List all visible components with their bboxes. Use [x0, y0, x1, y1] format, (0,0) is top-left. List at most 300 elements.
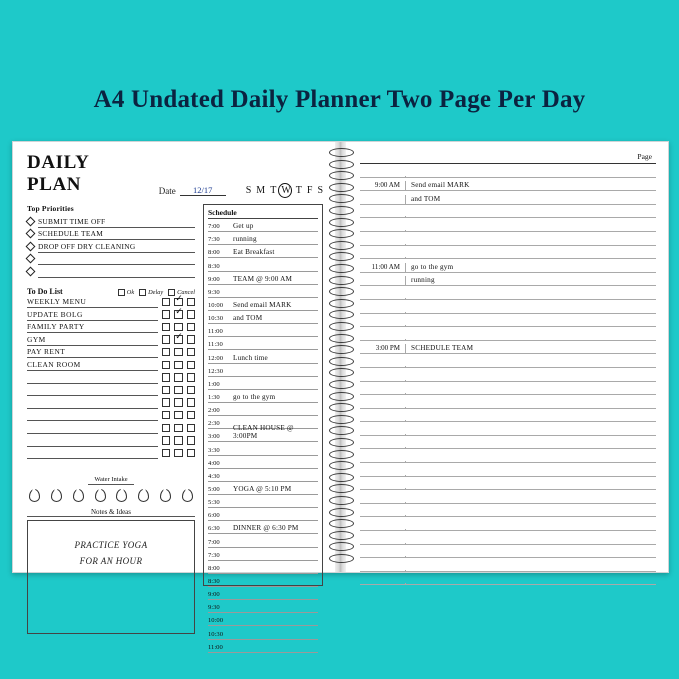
- note-text[interactable]: [405, 475, 656, 476]
- schedule-note[interactable]: [233, 651, 318, 652]
- note-text[interactable]: [405, 461, 656, 462]
- notes-label: Notes & Ideas: [27, 508, 195, 517]
- schedule-time: 5:30: [208, 499, 220, 507]
- todo-ok-checkbox[interactable]: [162, 323, 171, 332]
- schedule-row[interactable]: [208, 613, 318, 626]
- todo-cancel-checkbox[interactable]: [187, 373, 196, 382]
- todo-ok-checkbox[interactable]: [162, 298, 171, 307]
- schedule-row[interactable]: [208, 219, 318, 232]
- note-text[interactable]: [405, 488, 656, 489]
- schedule-time: 10:00: [208, 617, 224, 625]
- note-row[interactable]: [360, 382, 656, 396]
- schedule-note[interactable]: YOGA @ 5:10 PM: [233, 484, 292, 493]
- schedule-note[interactable]: [233, 611, 318, 612]
- note-row[interactable]: [360, 531, 656, 545]
- todo-list[interactable]: [27, 296, 195, 460]
- water-drop-icon[interactable]: [73, 489, 84, 502]
- todo-delay-checkbox[interactable]: [174, 436, 183, 445]
- note-row[interactable]: [360, 246, 656, 260]
- todo-delay-checkbox[interactable]: [174, 411, 183, 420]
- schedule-note[interactable]: [233, 506, 318, 507]
- todo-delay-checkbox[interactable]: [174, 348, 183, 357]
- todo-text[interactable]: UPDATE BOLG: [27, 310, 158, 321]
- note-text[interactable]: [405, 230, 656, 231]
- todo-ok-checkbox[interactable]: [162, 335, 171, 344]
- schedule-time: 1:00: [208, 380, 220, 388]
- todo-text[interactable]: GYM: [27, 335, 158, 346]
- water-drop-icon[interactable]: [51, 489, 62, 502]
- todo-cancel-checkbox[interactable]: [187, 449, 196, 458]
- note-text[interactable]: [405, 502, 656, 503]
- daily-plan-title: DAILY PLAN: [27, 152, 89, 195]
- planner-spread: [12, 141, 669, 651]
- schedule-row[interactable]: [208, 311, 318, 324]
- left-page: [13, 142, 335, 651]
- schedule-note[interactable]: and TOM: [233, 314, 263, 323]
- schedule-note[interactable]: [233, 624, 318, 625]
- schedule-time: 4:30: [208, 472, 220, 480]
- todo-row[interactable]: [27, 409, 195, 422]
- note-text[interactable]: [405, 298, 656, 299]
- schedule-row[interactable]: [208, 442, 318, 455]
- schedule-row[interactable]: [208, 561, 318, 574]
- priority-row[interactable]: [27, 265, 195, 278]
- todo-ok-checkbox[interactable]: [162, 398, 171, 407]
- todo-row[interactable]: [27, 447, 195, 460]
- todo-text[interactable]: [27, 419, 158, 421]
- water-drop-row[interactable]: [27, 489, 195, 502]
- todo-cancel-checkbox[interactable]: [187, 424, 196, 433]
- note-row[interactable]: [360, 327, 656, 341]
- priority-text[interactable]: SUBMIT TIME OFF: [38, 217, 195, 228]
- todo-ok-checkbox[interactable]: [162, 361, 171, 370]
- schedule-row[interactable]: [208, 403, 318, 416]
- water-intake-tracker[interactable]: [27, 468, 195, 502]
- schedule-note[interactable]: [233, 375, 318, 376]
- todo-text[interactable]: CLEAN ROOM: [27, 360, 158, 371]
- note-row[interactable]: [360, 436, 656, 450]
- schedule-note[interactable]: [233, 519, 318, 520]
- note-time: [360, 339, 400, 340]
- schedule-note[interactable]: CLEAN HOUSE @ 3:00PM: [233, 424, 294, 441]
- schedule-note[interactable]: [233, 270, 318, 271]
- schedule-note[interactable]: [233, 454, 318, 455]
- day-s1[interactable]: S: [245, 185, 252, 196]
- schedule-time: 2:00: [208, 407, 220, 415]
- note-text[interactable]: [405, 257, 656, 258]
- schedule-note[interactable]: [233, 585, 318, 586]
- note-time: [360, 312, 400, 313]
- schedule-note[interactable]: DINNER @ 6:30 PM: [233, 524, 299, 533]
- schedule-note[interactable]: [233, 467, 318, 468]
- note-text[interactable]: [405, 583, 656, 584]
- note-time: [360, 407, 400, 408]
- schedule-note[interactable]: [233, 572, 318, 573]
- top-priorities-label: Top Priorities: [27, 204, 74, 213]
- todo-text[interactable]: FAMILY PARTY: [27, 322, 158, 333]
- note-row[interactable]: [360, 314, 656, 328]
- checkbox-icon: [139, 289, 146, 296]
- todo-row[interactable]: [27, 358, 195, 371]
- note-time: 9:00 AM: [374, 181, 400, 190]
- schedule-row[interactable]: [208, 324, 318, 337]
- schedule-time: 4:00: [208, 459, 220, 467]
- note-time: [360, 502, 400, 503]
- schedule-time: 10:00: [208, 301, 224, 309]
- schedule-row[interactable]: [208, 272, 318, 285]
- todo-row[interactable]: [27, 333, 195, 346]
- note-row[interactable]: [360, 286, 656, 300]
- todo-delay-checkbox[interactable]: [174, 386, 183, 395]
- schedule-row[interactable]: [208, 377, 318, 390]
- schedule-note[interactable]: [233, 296, 318, 297]
- note-row[interactable]: [360, 300, 656, 314]
- todo-delay-checkbox[interactable]: [174, 310, 183, 319]
- schedule-note[interactable]: [233, 480, 318, 481]
- schedule-rows[interactable]: [208, 219, 318, 653]
- schedule-note[interactable]: [233, 414, 318, 415]
- diamond-bullet-icon: [26, 254, 36, 264]
- schedule-time: 8:30: [208, 262, 220, 270]
- schedule-time: 7:00: [208, 223, 220, 231]
- note-text[interactable]: [405, 556, 656, 557]
- legend-delay: [139, 289, 163, 296]
- todo-row[interactable]: [27, 346, 195, 359]
- schedule-note[interactable]: go to the gym: [233, 392, 276, 401]
- todo-ok-checkbox[interactable]: [162, 310, 171, 319]
- note-text[interactable]: SCHEDULE TEAM: [405, 344, 656, 353]
- schedule-row[interactable]: [208, 350, 318, 363]
- note-text[interactable]: [405, 244, 656, 245]
- note-row[interactable]: [360, 477, 656, 491]
- schedule-row[interactable]: [208, 232, 318, 245]
- schedule-time: 8:30: [208, 577, 220, 585]
- schedule-row[interactable]: [208, 534, 318, 547]
- priority-row[interactable]: [27, 240, 195, 253]
- schedule-note[interactable]: TEAM @ 9:00 AM: [233, 274, 293, 283]
- schedule-row[interactable]: [208, 640, 318, 653]
- schedule-row[interactable]: [208, 469, 318, 482]
- schedule-row[interactable]: [208, 298, 318, 311]
- note-text[interactable]: go to the gym: [405, 263, 656, 272]
- schedule-time: 1:30: [208, 393, 220, 401]
- schedule-time: 10:30: [208, 315, 224, 323]
- note-row[interactable]: [360, 409, 656, 423]
- note-text[interactable]: and TOM: [405, 195, 656, 204]
- diamond-bullet-icon: [26, 216, 36, 226]
- priority-row[interactable]: [27, 253, 195, 266]
- checkbox-icon: [168, 289, 175, 296]
- diamond-bullet-icon: [26, 266, 36, 276]
- schedule-note[interactable]: [233, 348, 318, 349]
- schedule-row[interactable]: [208, 337, 318, 350]
- notes-box[interactable]: [27, 520, 195, 634]
- note-time: [360, 447, 400, 448]
- date-value[interactable]: 12/17: [180, 185, 226, 196]
- schedule-note[interactable]: Send email MARK: [233, 300, 292, 309]
- todo-delay-checkbox[interactable]: [174, 373, 183, 382]
- priority-text[interactable]: DROP OFF DRY CLEANING: [38, 242, 195, 253]
- priority-row[interactable]: [27, 228, 195, 241]
- schedule-time: 11:30: [208, 341, 223, 349]
- note-row[interactable]: [360, 449, 656, 463]
- todo-ok-checkbox[interactable]: [162, 424, 171, 433]
- note-time: [360, 176, 400, 177]
- schedule-row[interactable]: [208, 364, 318, 377]
- note-text[interactable]: [405, 380, 656, 381]
- schedule-row[interactable]: [208, 495, 318, 508]
- water-drop-icon[interactable]: [160, 489, 171, 502]
- schedule-row[interactable]: [208, 245, 318, 258]
- todo-row[interactable]: [27, 296, 195, 309]
- todo-text[interactable]: [27, 407, 158, 409]
- todo-cancel-checkbox[interactable]: [187, 335, 196, 344]
- day-of-week-selector[interactable]: [246, 185, 323, 196]
- note-row[interactable]: [360, 205, 656, 219]
- todo-text[interactable]: WEEKLY MENU: [27, 297, 158, 308]
- todo-legend: [118, 289, 195, 296]
- schedule-note[interactable]: [233, 546, 318, 547]
- todo-delay-checkbox[interactable]: [174, 398, 183, 407]
- schedule-title: Schedule: [208, 208, 318, 219]
- todo-text[interactable]: [27, 394, 158, 396]
- schedule-row[interactable]: [208, 482, 318, 495]
- note-row[interactable]: [360, 218, 656, 232]
- note-text[interactable]: [405, 366, 656, 367]
- note-time: [360, 284, 400, 285]
- schedule-time: 7:30: [208, 551, 220, 559]
- todo-cancel-checkbox[interactable]: [187, 386, 196, 395]
- day-t2[interactable]: T: [295, 185, 302, 196]
- note-time: [360, 529, 400, 530]
- todo-text[interactable]: [27, 432, 158, 434]
- schedule-row[interactable]: [208, 285, 318, 298]
- todo-row[interactable]: [27, 434, 195, 447]
- schedule-row[interactable]: [208, 258, 318, 271]
- schedule-row[interactable]: [208, 600, 318, 613]
- legend-cancel-label: Cancel: [177, 288, 195, 296]
- note-row[interactable]: [360, 354, 656, 368]
- schedule-note[interactable]: Get up: [233, 222, 254, 231]
- note-text[interactable]: [405, 176, 656, 177]
- priority-text[interactable]: SCHEDULE TEAM: [38, 229, 195, 240]
- todo-text[interactable]: [27, 382, 158, 384]
- schedule-note[interactable]: Eat Breakfast: [233, 248, 275, 257]
- legend-ok: [118, 289, 134, 296]
- legend-ok-label: Ok: [126, 288, 135, 296]
- schedule-time: 6:30: [208, 525, 220, 533]
- note-text[interactable]: [405, 434, 656, 435]
- note-time: [360, 203, 400, 204]
- priority-text[interactable]: [38, 263, 195, 265]
- schedule-row[interactable]: [208, 508, 318, 521]
- note-time: [360, 556, 400, 557]
- day-s2[interactable]: S: [317, 185, 323, 196]
- schedule-time: 2:30: [208, 420, 220, 428]
- note-text[interactable]: [405, 543, 656, 544]
- notes-text: PRACTICE YOGA FOR AN HOUR: [74, 540, 148, 567]
- todo-delay-checkbox[interactable]: [174, 335, 183, 344]
- left-page-header: [27, 152, 323, 196]
- note-row[interactable]: [360, 395, 656, 409]
- note-time: [360, 570, 400, 571]
- todo-row[interactable]: [27, 396, 195, 409]
- note-text[interactable]: [405, 407, 656, 408]
- schedule-time: 6:00: [208, 512, 220, 520]
- note-time: [360, 298, 400, 299]
- note-text[interactable]: [405, 216, 656, 217]
- todo-cancel-checkbox[interactable]: [187, 348, 196, 357]
- note-row[interactable]: [360, 422, 656, 436]
- todo-cancel-checkbox[interactable]: [187, 398, 196, 407]
- day-m[interactable]: M: [256, 185, 266, 196]
- todo-text[interactable]: [27, 457, 158, 459]
- note-time: [360, 488, 400, 489]
- note-time: 11:00 AM: [371, 262, 400, 271]
- note-row[interactable]: [360, 164, 656, 178]
- schedule-time: 9:30: [208, 288, 220, 296]
- water-drop-icon[interactable]: [95, 489, 106, 502]
- schedule-panel[interactable]: [203, 204, 323, 651]
- schedule-time: 8:00: [208, 249, 220, 257]
- todo-ok-checkbox[interactable]: [162, 386, 171, 395]
- note-row[interactable]: [360, 558, 656, 572]
- note-row[interactable]: [360, 517, 656, 531]
- page-number-label: Page: [637, 152, 652, 161]
- note-row[interactable]: [360, 463, 656, 477]
- todo-text[interactable]: [27, 445, 158, 447]
- note-row[interactable]: [360, 572, 656, 586]
- note-text[interactable]: Send email MARK: [405, 181, 656, 190]
- note-time: [360, 230, 400, 231]
- todo-row[interactable]: [27, 371, 195, 384]
- todo-row[interactable]: [27, 308, 195, 321]
- note-row[interactable]: [360, 504, 656, 518]
- schedule-time: 3:00: [208, 433, 220, 441]
- note-row[interactable]: [360, 273, 656, 287]
- schedule-note[interactable]: [233, 335, 318, 336]
- priority-text[interactable]: [38, 276, 195, 278]
- schedule-note[interactable]: [233, 598, 318, 599]
- schedule-row[interactable]: [208, 587, 318, 600]
- todo-ok-checkbox[interactable]: [162, 449, 171, 458]
- todo-cancel-checkbox[interactable]: [187, 323, 196, 332]
- schedule-note[interactable]: running: [233, 235, 257, 244]
- water-drop-icon[interactable]: [138, 489, 149, 502]
- day-w-selected[interactable]: W: [281, 185, 291, 196]
- notes-section[interactable]: [27, 508, 195, 634]
- todo-row[interactable]: [27, 384, 195, 397]
- note-row[interactable]: [360, 545, 656, 559]
- schedule-time: 7:00: [208, 538, 220, 546]
- todo-text[interactable]: PAY RENT: [27, 347, 158, 358]
- page-title: A4 Undated Daily Planner Two Page Per Day: [93, 86, 586, 113]
- note-time: [360, 244, 400, 245]
- schedule-note[interactable]: [233, 388, 318, 389]
- todo-delay-checkbox[interactable]: [174, 449, 183, 458]
- note-text[interactable]: running: [405, 276, 656, 285]
- schedule-time: 12:30: [208, 367, 224, 375]
- schedule-note[interactable]: Lunch time: [233, 353, 268, 362]
- note-time: [360, 393, 400, 394]
- right-page: [346, 142, 668, 572]
- note-text[interactable]: [405, 393, 656, 394]
- right-page-rows[interactable]: [360, 164, 656, 585]
- water-drop-icon[interactable]: [182, 489, 193, 502]
- note-row[interactable]: [360, 232, 656, 246]
- note-time: [360, 515, 400, 516]
- water-intake-label: Water Intake: [88, 476, 133, 485]
- schedule-note[interactable]: [233, 559, 318, 560]
- note-row[interactable]: [360, 259, 656, 273]
- day-f[interactable]: F: [306, 185, 313, 196]
- note-text[interactable]: [405, 339, 656, 340]
- day-t1[interactable]: T: [270, 185, 277, 196]
- note-text[interactable]: [405, 447, 656, 448]
- todo-ok-checkbox[interactable]: [162, 348, 171, 357]
- diamond-bullet-icon: [26, 229, 36, 239]
- schedule-time: 7:30: [208, 236, 220, 244]
- schedule-row[interactable]: [208, 521, 318, 534]
- schedule-row[interactable]: [208, 574, 318, 587]
- water-drop-icon[interactable]: [116, 489, 127, 502]
- todo-cancel-checkbox[interactable]: [187, 436, 196, 445]
- todo-ok-checkbox[interactable]: [162, 373, 171, 382]
- note-row[interactable]: [360, 490, 656, 504]
- note-text[interactable]: [405, 515, 656, 516]
- water-drop-icon[interactable]: [29, 489, 40, 502]
- schedule-note[interactable]: [233, 638, 318, 639]
- note-time: [360, 420, 400, 421]
- note-text[interactable]: [405, 570, 656, 571]
- note-time: [360, 325, 400, 326]
- todo-cancel-checkbox[interactable]: [187, 361, 196, 370]
- todo-ok-checkbox[interactable]: [162, 436, 171, 445]
- schedule-time: 5:00: [208, 485, 220, 493]
- date-field[interactable]: [159, 185, 226, 196]
- note-text[interactable]: [405, 420, 656, 421]
- schedule-row[interactable]: [208, 390, 318, 403]
- schedule-row[interactable]: [208, 626, 318, 639]
- todo-delay-checkbox[interactable]: [174, 361, 183, 370]
- note-row[interactable]: [360, 341, 656, 355]
- note-text[interactable]: [405, 325, 656, 326]
- todo-cancel-checkbox[interactable]: [187, 310, 196, 319]
- todo-delay-checkbox[interactable]: [174, 424, 183, 433]
- diamond-bullet-icon: [26, 241, 36, 251]
- note-row[interactable]: [360, 191, 656, 205]
- note-row[interactable]: [360, 368, 656, 382]
- todo-cancel-checkbox[interactable]: [187, 298, 196, 307]
- priority-row[interactable]: [27, 215, 195, 228]
- todo-row[interactable]: [27, 321, 195, 334]
- schedule-time: 9:00: [208, 591, 220, 599]
- todo-row[interactable]: [27, 421, 195, 434]
- note-text[interactable]: [405, 312, 656, 313]
- note-time: [360, 475, 400, 476]
- note-time: [360, 216, 400, 217]
- schedule-time: 11:00: [208, 643, 223, 651]
- todo-ok-checkbox[interactable]: [162, 411, 171, 420]
- todo-cancel-checkbox[interactable]: [187, 411, 196, 420]
- note-time: [360, 257, 400, 258]
- schedule-row[interactable]: [208, 456, 318, 469]
- note-text[interactable]: [405, 529, 656, 530]
- note-row[interactable]: [360, 178, 656, 192]
- note-time: [360, 380, 400, 381]
- checkbox-icon: [118, 289, 125, 296]
- schedule-row[interactable]: [208, 548, 318, 561]
